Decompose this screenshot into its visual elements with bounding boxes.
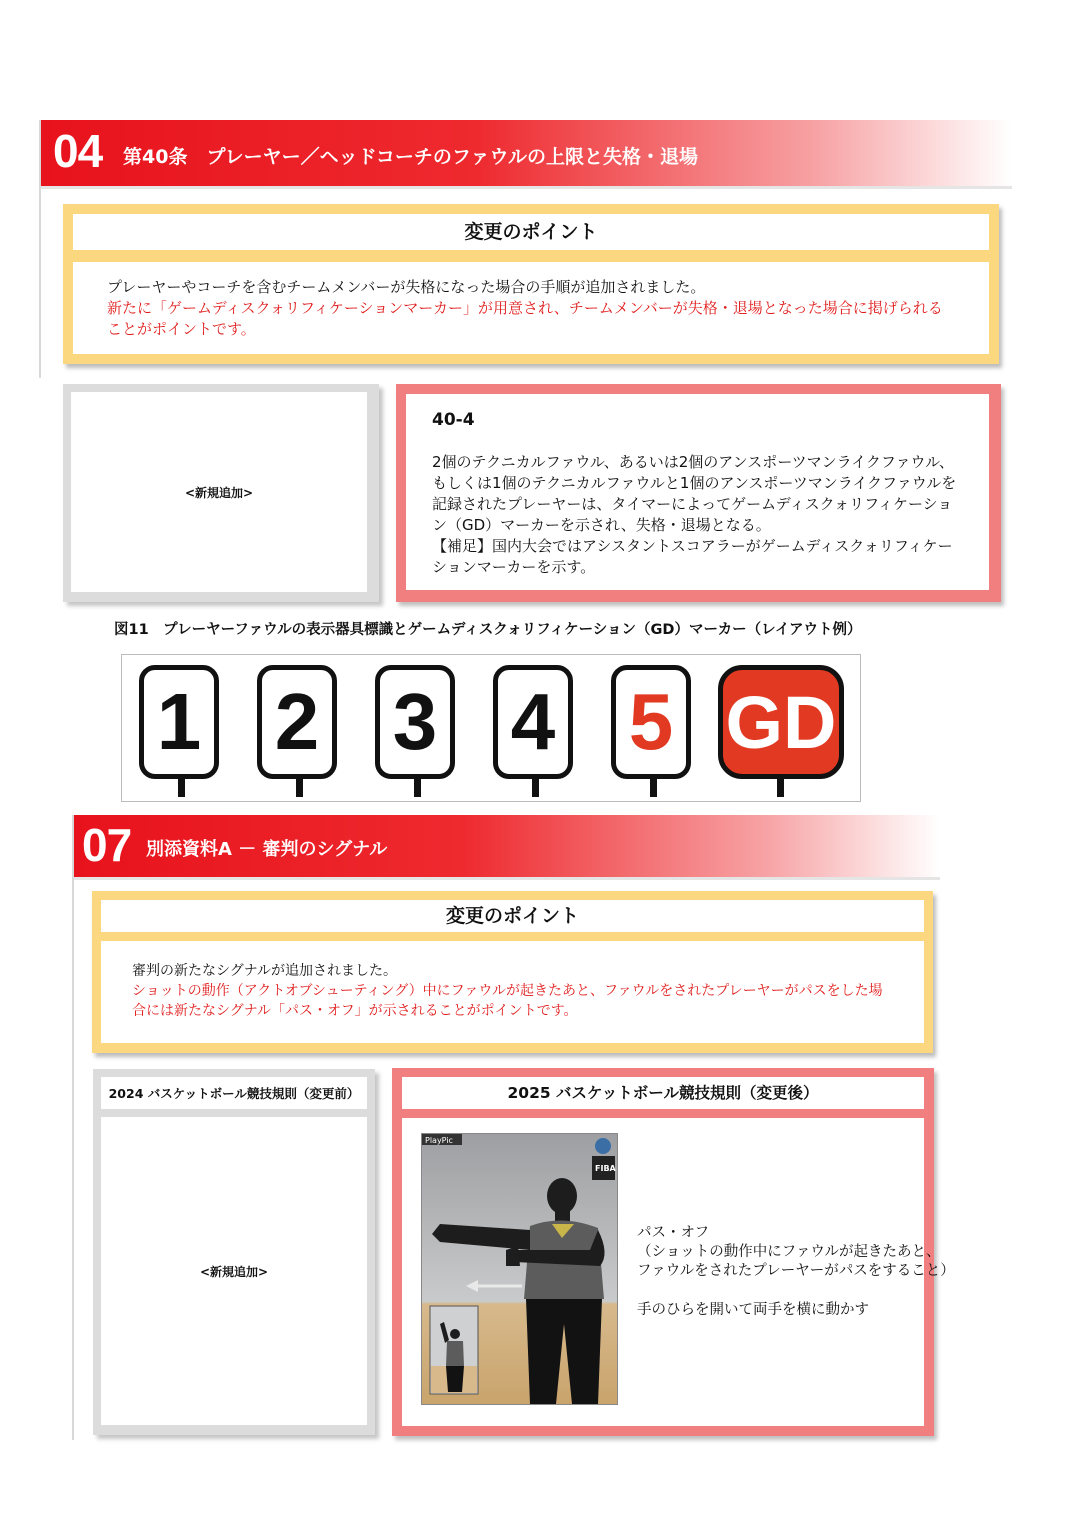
rule-note: 【補足】国内大会ではアシスタントスコアラーがゲームディスクォリフィケーションマーカーを示す。 (432, 537, 953, 576)
change-point-text: 審判の新たなシグナルが追加されました。 (132, 963, 398, 979)
rule-40-4-inner (406, 394, 989, 590)
change-point-text: プレーヤーやコーチを含むチームメンバーが失格になった場合の手順が追加されました。 (107, 278, 706, 296)
change-point-box (63, 204, 999, 364)
signal-action: 手のひらを開いて両手を横に動かす (637, 1302, 869, 1318)
banner-underline (74, 877, 940, 880)
change-point-body (73, 262, 989, 354)
marker-2-stick (296, 775, 303, 797)
after-rule-content (402, 1118, 955, 1426)
section-title: 別添資料A － 審判のシグナル (146, 839, 388, 860)
signal-description-2: ファウルをされたプレーヤーがパスをすること） (637, 1263, 955, 1279)
change-point-highlight: ショットの動作（アクトオブシューティング）中にファウルが起きたあと、ファウルをされたプレーヤーがパスをした場合には新たなシグナル「パス・オフ」が示されることがポイントです。 (132, 983, 883, 1019)
gd-marker-stick (777, 775, 784, 797)
marker-1-stick (178, 775, 185, 797)
rule-number: 40-4 (432, 410, 475, 430)
section-07-left-rule (72, 815, 74, 1440)
rule-text: 2個のテクニカルファウル、あるいは2個のアンスポーツマンライクファウル、もしくは1個のテクニカルファウルと1個のアンスポーツマンライクファウルを記録されたプレーヤーは、タイマーによってゲームディスクォリフィケーション（GD）マーカーを示され、失格・退場となる。 (432, 453, 957, 534)
section-number: 07 (82, 819, 132, 871)
marker-3-stick (414, 775, 421, 797)
section-07-banner (74, 815, 940, 877)
pass-off-signal-photo (421, 1133, 618, 1405)
referee-signal-image (422, 1134, 617, 1404)
change-point-body (101, 941, 924, 1043)
after-rule-box (392, 1068, 955, 1436)
new-addition-label: <新規追加> (101, 1117, 367, 1425)
fiba-logo: FIBA (595, 1164, 616, 1173)
section-04-banner (41, 120, 1012, 186)
left-placeholder-box (63, 384, 379, 602)
photo-badge: PlayPic (425, 1136, 453, 1145)
marker-5: 5 (611, 665, 691, 779)
marker-4-stick (532, 775, 539, 797)
figure-caption: 図11 プレーヤーファウルの表示器具標識とゲームディスクォリフィケーション（GD）マーカー（レイアウト例） (114, 622, 862, 638)
change-point-heading: 変更のポイント (73, 214, 989, 250)
before-rule-box (93, 1069, 375, 1435)
banner-underline (41, 186, 1012, 189)
signal-name: パス・オフ (637, 1225, 710, 1241)
after-rule-heading: 2025 バスケットボール競技規則（変更後） (402, 1077, 924, 1109)
marker-2: 2 (257, 665, 337, 779)
section-number: 04 (53, 125, 103, 177)
change-point-highlight: 新たに「ゲームディスクォリフィケーションマーカー」が用意され、チームメンバーが失格・退場となった場合に掲げられることがポイントです。 (107, 299, 943, 338)
marker-1: 1 (139, 665, 219, 779)
section-title: 第40条 プレーヤー／ヘッドコーチのファウルの上限と失格・退場 (123, 146, 698, 168)
before-rule-heading: 2024 バスケットボール競技規則（変更前） (101, 1077, 367, 1109)
change-point-heading: 変更のポイント (101, 900, 924, 932)
marker-4: 4 (493, 665, 573, 779)
rule-40-4-box (396, 384, 1001, 602)
new-addition-label: <新規追加> (71, 392, 367, 592)
marker-5-stick (650, 775, 657, 797)
gd-marker: GD (718, 665, 844, 779)
change-point-box (92, 891, 933, 1053)
marker-3: 3 (375, 665, 455, 779)
signal-description-1: （ショットの動作中にファウルが起きたあと、 (637, 1244, 941, 1260)
marker-figure (121, 654, 861, 802)
